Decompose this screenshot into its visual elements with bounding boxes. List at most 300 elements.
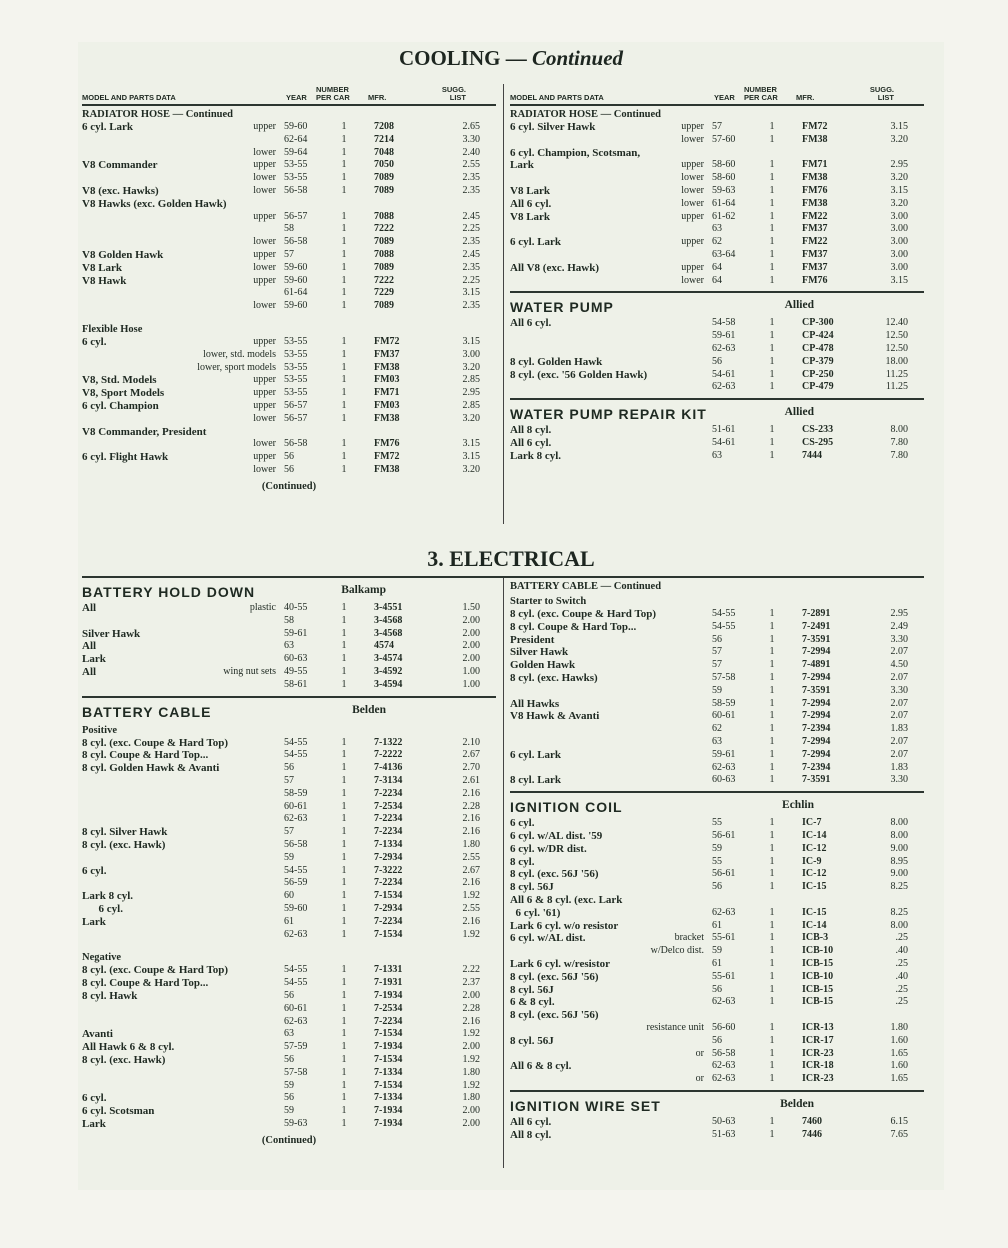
table-row <box>82 1105 496 1118</box>
year-cell: 59-60 <box>284 902 308 914</box>
per-car-cell: 1 <box>769 684 775 696</box>
list-price-cell: 3.00 <box>890 248 908 260</box>
list-price-cell: 7.65 <box>890 1128 908 1140</box>
list-price-cell: 8.95 <box>890 855 908 867</box>
per-car-cell: 1 <box>341 261 347 273</box>
per-car-cell: 1 <box>769 197 775 209</box>
model-description <box>82 287 278 300</box>
table-row <box>82 1092 496 1105</box>
per-car-cell: 1 <box>769 1047 775 1059</box>
year-cell: 55 <box>712 855 722 867</box>
per-car-cell: 1 <box>341 1053 347 1065</box>
model-description <box>82 413 278 426</box>
table-row <box>510 945 924 958</box>
per-car-cell: 1 <box>341 813 347 825</box>
model-name: 8 cyl. 56J <box>510 881 554 894</box>
list-price-cell: 2.95 <box>890 159 908 171</box>
model-name: V8 Hawk <box>82 274 127 287</box>
model-description <box>82 890 278 903</box>
model-description <box>82 464 278 477</box>
model-description <box>510 971 706 984</box>
manufacturer-label: Belden <box>780 1097 814 1110</box>
year-cell: 61 <box>284 915 294 927</box>
list-price-cell: 7.80 <box>890 449 908 461</box>
part-number-cell: FM38 <box>374 412 400 424</box>
model-description <box>82 628 278 641</box>
year-cell: 62-63 <box>712 996 736 1008</box>
model-description <box>82 640 278 653</box>
year-cell: 56-59 <box>284 877 308 889</box>
per-car-cell: 1 <box>341 1015 347 1027</box>
per-car-cell: 1 <box>341 287 347 299</box>
part-number-cell: 7-2994 <box>802 646 831 658</box>
model-description <box>82 826 278 839</box>
list-price-cell: 7.80 <box>890 436 908 448</box>
per-car-cell <box>328 198 360 211</box>
list-price-cell: 2.16 <box>462 826 480 838</box>
part-number-cell: FM37 <box>374 348 400 360</box>
model-name: 8 cyl. (exc. Hawks) <box>510 671 598 684</box>
per-car-cell: 1 <box>341 274 347 286</box>
list-price-cell: 2.70 <box>462 762 480 774</box>
model-description <box>510 868 706 881</box>
per-car-cell: 1 <box>341 864 347 876</box>
model-qualifier: lower, sport models <box>197 361 276 373</box>
list-price-cell: 2.07 <box>890 646 908 658</box>
year-cell: 60-63 <box>712 774 736 786</box>
model-name: 8 cyl. Lark <box>510 774 562 787</box>
subsection-label: Negative <box>82 952 122 964</box>
table-row <box>82 172 496 185</box>
per-car-cell: 1 <box>769 342 775 354</box>
year-cell: 57 <box>712 659 722 671</box>
part-number-cell: FM38 <box>802 172 828 184</box>
list-price-cell: 3.15 <box>462 451 480 463</box>
table-row <box>510 236 924 249</box>
table-row <box>510 369 924 382</box>
continued-note: (Continued) <box>261 1134 317 1146</box>
model-name: V8, Std. Models <box>82 374 157 387</box>
year-cell: 63 <box>712 449 722 461</box>
table-row <box>82 147 496 160</box>
spacer <box>82 313 496 321</box>
year-cell: 59 <box>712 684 722 696</box>
section-heading <box>510 1098 924 1116</box>
table-row <box>510 736 924 749</box>
table-row <box>510 424 924 437</box>
model-description <box>510 1129 706 1142</box>
model-name: President <box>510 633 555 646</box>
list-price-cell: 3.20 <box>462 361 480 373</box>
table-row <box>82 877 496 890</box>
part-number-cell: ICR-13 <box>802 1021 834 1033</box>
per-car-cell: 1 <box>341 121 347 132</box>
table-row <box>82 413 496 426</box>
table-row <box>82 964 496 977</box>
continued-note: (Continued) <box>261 480 317 492</box>
list-price-cell: 2.00 <box>462 1105 480 1117</box>
model-qualifier: lower <box>253 412 276 424</box>
per-car-cell: 1 <box>341 335 347 347</box>
per-car-cell: 1 <box>769 1034 775 1046</box>
model-qualifier: upper <box>253 374 276 386</box>
part-number-cell: ICB-10 <box>802 945 834 957</box>
model-qualifier: lower <box>681 172 704 184</box>
list-price-cell: 2.35 <box>462 300 480 312</box>
part-number-cell: ICR-23 <box>802 1073 834 1085</box>
year-cell: 56 <box>712 1034 722 1046</box>
year-cell: 55 <box>712 817 722 829</box>
per-car-cell: 1 <box>769 210 775 222</box>
model-name: 8 cyl. (exc. Coupe & Hard Top) <box>82 736 229 749</box>
year-cell: 51-63 <box>712 1128 736 1140</box>
year-cell: 56-57 <box>284 412 308 424</box>
part-number-cell <box>788 147 872 160</box>
part-number-cell: 7-1934 <box>374 989 403 1001</box>
header-mfr: MFR. <box>796 93 815 102</box>
per-car-cell: 1 <box>769 172 775 184</box>
list-price-cell: 1.83 <box>890 723 908 735</box>
table-row <box>510 1116 924 1129</box>
table-row <box>510 868 924 881</box>
model-name: 8 cyl. Golden Hawk <box>510 355 603 368</box>
manufacturer-label: Belden <box>352 703 386 716</box>
model-description <box>510 634 706 647</box>
list-price-cell: 3.20 <box>462 412 480 424</box>
year-cell: 57 <box>284 248 294 260</box>
subsection-label: RADIATOR HOSE — Continued <box>510 109 662 120</box>
table-row <box>82 426 496 439</box>
part-number-cell: CP-424 <box>802 330 834 342</box>
year-cell: 56-60 <box>712 1021 736 1033</box>
model-description <box>82 451 278 464</box>
list-price-cell: 2.45 <box>462 210 480 222</box>
per-car-cell: 1 <box>769 710 775 722</box>
per-car-cell: 1 <box>341 412 347 424</box>
model-name: Lark <box>82 653 106 666</box>
part-number-cell: FM38 <box>374 361 400 373</box>
list-price-cell: 2.85 <box>462 399 480 411</box>
per-car-cell: 1 <box>769 381 775 393</box>
table-row <box>82 903 496 916</box>
list-price-cell: 2.00 <box>462 1117 480 1129</box>
model-description <box>82 198 278 211</box>
header-year: YEAR <box>286 93 307 102</box>
subsection-label: Flexible Hose <box>82 323 143 335</box>
model-description <box>82 903 278 916</box>
section-heading-text: WATER PUMP <box>510 299 614 316</box>
model-description <box>82 185 278 198</box>
year-cell: 61-64 <box>284 287 308 299</box>
section-rule <box>510 791 924 793</box>
year-cell: 53-55 <box>284 348 308 360</box>
list-price-cell: 3.20 <box>890 197 908 209</box>
model-qualifier: wing nut sets <box>223 665 276 677</box>
table-row <box>510 121 924 134</box>
list-price-cell: 3.00 <box>462 348 480 360</box>
model-name: 8 cyl. (exc. '56 Golden Hawk) <box>510 368 648 381</box>
section-heading <box>510 406 924 424</box>
part-number-cell: 7222 <box>374 223 394 235</box>
model-name: All 6 & 8 cyl. (exc. Lark <box>510 893 623 906</box>
table-row <box>82 262 496 275</box>
part-number-cell: IC-14 <box>802 919 827 931</box>
list-price-cell: 1.00 <box>462 678 480 690</box>
part-number-cell: FM03 <box>374 374 400 386</box>
part-number-cell: 3-4551 <box>374 602 403 613</box>
year-cell: 56 <box>284 463 294 475</box>
list-price-cell: 3.15 <box>890 184 908 196</box>
model-qualifier: lower <box>253 172 276 184</box>
part-number-cell: 7-1934 <box>374 1041 403 1053</box>
model-description <box>82 223 278 236</box>
model-qualifier: upper <box>253 210 276 222</box>
per-car-cell: 1 <box>769 996 775 1008</box>
table-row <box>510 1035 924 1048</box>
year-cell: 59-63 <box>284 1117 308 1129</box>
list-price-cell: 11.25 <box>885 368 908 380</box>
table-row <box>82 400 496 413</box>
model-description <box>510 932 706 945</box>
cooling-title-text: COOLING <box>398 46 501 70</box>
model-description <box>510 1060 706 1073</box>
part-number-cell: FM38 <box>802 197 828 209</box>
model-description <box>82 374 278 387</box>
model-description <box>82 159 278 172</box>
per-car-cell: 1 <box>769 133 775 145</box>
list-price-cell: 1.60 <box>890 1034 908 1046</box>
table-row <box>82 977 496 990</box>
table-row <box>510 762 924 775</box>
part-number-cell: FM72 <box>374 451 400 463</box>
model-qualifier: lower <box>681 274 704 286</box>
model-description <box>510 211 706 224</box>
table-row <box>510 330 924 343</box>
model-description <box>82 916 278 929</box>
list-price-cell: 2.00 <box>462 1041 480 1053</box>
year-cell: 40-55 <box>284 602 308 613</box>
year-cell: 56 <box>712 881 722 893</box>
year-cell: 53-55 <box>284 374 308 386</box>
year-cell: 55-61 <box>712 932 736 944</box>
table-row <box>82 236 496 249</box>
year-cell <box>278 198 328 211</box>
table-row <box>82 287 496 300</box>
list-price-cell: 2.00 <box>462 640 480 652</box>
table-row <box>510 608 924 621</box>
year-cell: 54-55 <box>284 736 308 748</box>
part-number-cell: 7208 <box>374 121 394 132</box>
list-price-cell: 1.80 <box>462 1066 480 1078</box>
list-price-cell: .25 <box>895 983 908 995</box>
model-name: All 8 cyl. <box>510 1128 552 1141</box>
year-cell: 57 <box>284 826 294 838</box>
cooling-right-column <box>510 84 924 463</box>
year-cell: 56 <box>284 1053 294 1065</box>
part-number-cell: CP-300 <box>802 317 834 329</box>
table-row <box>82 198 496 211</box>
list-price-cell: 3.15 <box>890 121 908 132</box>
year-cell: 61-62 <box>712 210 736 222</box>
year-cell <box>706 1009 756 1022</box>
part-number-cell: 7089 <box>374 236 394 248</box>
year-cell: 56 <box>284 451 294 463</box>
list-price-cell: 3.20 <box>890 133 908 145</box>
list-price-cell: 8.00 <box>890 424 908 436</box>
table-row <box>510 249 924 262</box>
list-price-cell: 1.80 <box>462 1092 480 1104</box>
list-price-cell: 2.00 <box>462 627 480 639</box>
table-row <box>510 1048 924 1061</box>
part-number-cell <box>788 894 872 907</box>
year-cell: 62-63 <box>712 1060 736 1072</box>
part-number-cell: 7-2534 <box>374 800 403 812</box>
list-price-cell: 2.35 <box>462 184 480 196</box>
section-rule <box>510 1090 924 1092</box>
part-number-cell: ICB-15 <box>802 996 834 1008</box>
list-price-cell: 2.25 <box>462 223 480 235</box>
year-cell: 62-63 <box>284 1015 308 1027</box>
year-cell: 58-60 <box>712 172 736 184</box>
list-price-cell: 1.83 <box>890 761 908 773</box>
table-row <box>82 121 496 134</box>
model-qualifier: upper <box>253 451 276 463</box>
table-row <box>82 628 496 641</box>
part-number-cell: 7088 <box>374 210 394 222</box>
year-cell: 57-58 <box>712 671 736 683</box>
table-row <box>510 958 924 971</box>
part-number-cell: 3-4574 <box>374 653 403 665</box>
per-car-cell: 1 <box>341 1117 347 1129</box>
model-name: 6 cyl. Champion <box>82 399 159 412</box>
part-number-cell: FM72 <box>374 335 400 347</box>
model-description <box>510 249 706 262</box>
section-rule <box>510 398 924 400</box>
model-name: 8 cyl. (exc. Hawk) <box>82 1053 166 1066</box>
model-name: V8 Commander, President <box>82 425 207 438</box>
per-car-cell: 1 <box>341 236 347 248</box>
table-row <box>510 134 924 147</box>
per-car-cell: 1 <box>769 159 775 171</box>
table-row <box>510 159 924 172</box>
per-car-cell: 1 <box>341 184 347 196</box>
model-description <box>510 147 706 160</box>
model-description <box>82 865 278 878</box>
table-row <box>510 856 924 869</box>
table-row <box>82 826 496 839</box>
model-name: All Hawk 6 & 8 cyl. <box>82 1041 175 1054</box>
per-car-cell: 1 <box>341 1028 347 1040</box>
model-description <box>82 1016 278 1029</box>
table-row <box>82 749 496 762</box>
per-car-cell: 1 <box>769 932 775 944</box>
table-row <box>82 134 496 147</box>
model-description <box>82 275 278 288</box>
model-description <box>510 621 706 634</box>
list-price-cell: .25 <box>895 957 908 969</box>
model-description <box>510 275 706 288</box>
part-number-cell: FM22 <box>802 210 828 222</box>
manufacturer-label: Allied <box>784 406 814 419</box>
part-number-cell: IC-14 <box>802 829 827 841</box>
model-name: Lark 6 cyl. w/resistor <box>510 957 611 970</box>
model-qualifier: lower <box>681 133 704 145</box>
part-number-cell <box>788 1009 872 1022</box>
table-row <box>82 374 496 387</box>
column-header <box>510 84 924 106</box>
table-row <box>82 801 496 814</box>
year-cell: 60-61 <box>284 1002 308 1014</box>
model-description <box>510 424 706 437</box>
list-price-cell: 12.50 <box>885 342 908 354</box>
per-car-cell: 1 <box>341 1105 347 1117</box>
list-price-cell: 2.07 <box>890 671 908 683</box>
part-number-cell: FM37 <box>802 223 828 235</box>
table-row <box>510 223 924 236</box>
table-row <box>510 907 924 920</box>
model-name: Lark 8 cyl. <box>82 890 134 903</box>
table-row <box>82 990 496 1003</box>
per-car-cell: 1 <box>769 1060 775 1072</box>
part-number-cell: 7-1534 <box>374 1079 403 1091</box>
year-cell: 62-63 <box>712 342 736 354</box>
part-number-cell: 7-2491 <box>802 620 831 632</box>
year-cell: 62-63 <box>712 906 736 918</box>
model-description <box>510 1073 706 1086</box>
model-description <box>510 762 706 775</box>
model-description <box>510 198 706 211</box>
model-qualifier: lower <box>681 197 704 209</box>
table-row <box>510 685 924 698</box>
per-car-cell: 1 <box>341 133 347 145</box>
list-price-cell: 1.92 <box>462 928 480 940</box>
table-row <box>82 1016 496 1029</box>
header-number: NUMBER PER CAR <box>744 85 778 102</box>
model-name: 6 cyl. w/AL dist. <box>510 932 586 945</box>
model-qualifier: upper <box>253 274 276 286</box>
part-number-cell: 7-3591 <box>802 774 831 786</box>
list-price-cell: 3.15 <box>462 335 480 347</box>
subsection-label: RADIATOR HOSE — Continued <box>82 109 234 120</box>
year-cell: 59-61 <box>712 330 736 342</box>
per-car-cell <box>756 894 788 907</box>
list-price-cell: 2.55 <box>462 851 480 863</box>
year-cell: 56-57 <box>284 210 308 222</box>
year-cell: 58 <box>284 223 294 235</box>
model-description <box>82 349 278 362</box>
list-price-cell: 2.95 <box>890 608 908 619</box>
list-price-cell: 2.28 <box>462 1002 480 1014</box>
list-price-cell: .25 <box>895 996 908 1008</box>
per-car-cell: 1 <box>341 826 347 838</box>
electrical-section-title: 3. ELECTRICAL <box>427 546 595 571</box>
table-row <box>510 1073 924 1086</box>
part-number-cell: 7-2994 <box>802 710 831 722</box>
model-name: 6 cyl. Lark <box>82 121 134 133</box>
table-row <box>82 929 496 942</box>
model-description <box>82 653 278 666</box>
year-cell: 59 <box>712 945 722 957</box>
year-cell: 56-61 <box>712 868 736 880</box>
per-car-cell: 1 <box>769 697 775 709</box>
year-cell: 59-60 <box>284 121 308 132</box>
list-price-cell: 3.20 <box>890 172 908 184</box>
model-qualifier: upper <box>253 399 276 411</box>
per-car-cell: 1 <box>769 355 775 367</box>
part-number-cell: 7-3134 <box>374 774 403 786</box>
year-cell: 54-55 <box>712 608 736 619</box>
table-row <box>510 894 924 907</box>
